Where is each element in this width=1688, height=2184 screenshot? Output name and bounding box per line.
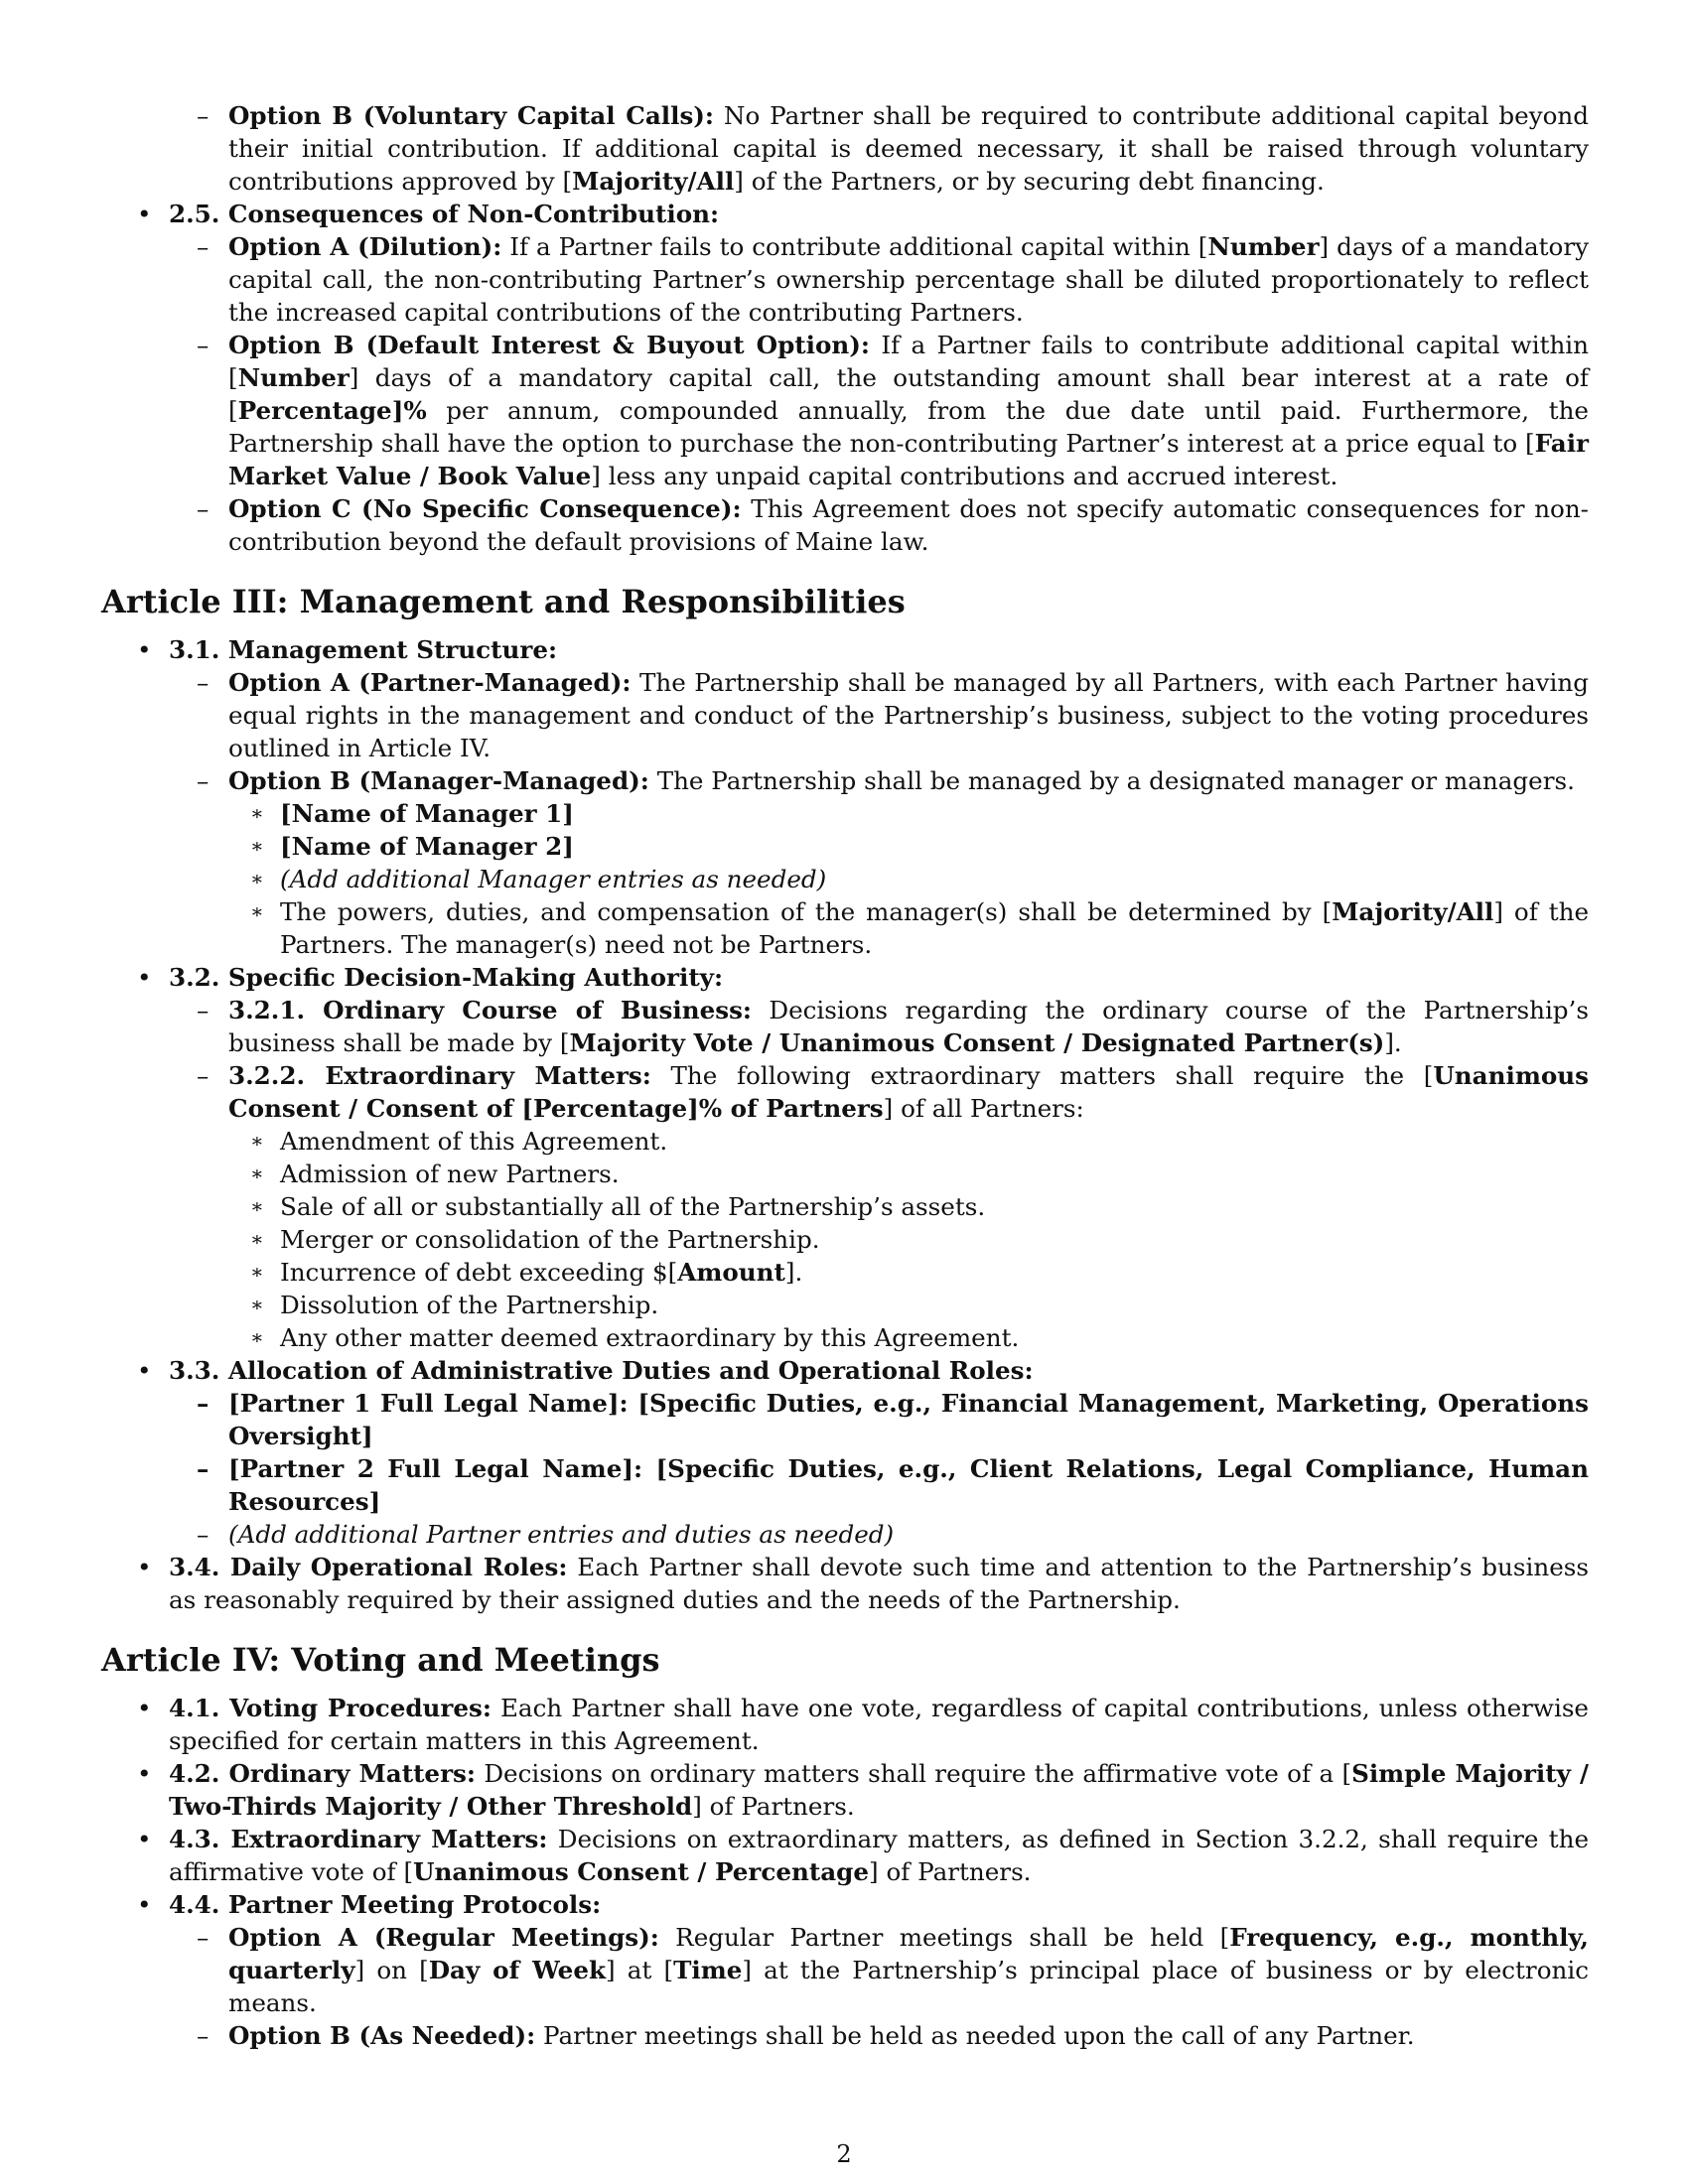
extraordinary-item	[101, 1256, 1589, 1289]
option-label: Option A (Regular Meetings):	[228, 1923, 659, 1952]
option-text: Partner meetings shall be held as needed upon the call of any Partner.	[535, 2021, 1415, 2050]
placeholder: Day of Week	[428, 1956, 607, 1984]
section-text: Decisions on extraordinary matters, as defined in Section 3.2.2, shall require the affirmative vote of [	[169, 1825, 1589, 1886]
section-4-2	[101, 1757, 1589, 1823]
item-text: Sale of all or substantially all of the Partnership’s assets.	[280, 1192, 986, 1221]
manager-entry-1	[101, 797, 1589, 830]
option-label: Option C (No Specific Consequence):	[228, 494, 742, 523]
section-heading: 3.3. Allocation of Administrative Duties and Operational Roles:	[169, 1356, 1034, 1385]
star-marker: ∗	[250, 1129, 264, 1153]
placeholder: Majority/All	[572, 167, 735, 196]
placeholder: ]%	[391, 396, 427, 425]
page-content	[101, 99, 1589, 2052]
option-3-1-a	[101, 666, 1589, 764]
section-text: Decisions on ordinary matters shall require the affirmative vote of a [	[475, 1759, 1352, 1788]
section-4-4	[101, 1888, 1589, 1921]
section-4-1	[101, 1692, 1589, 1757]
star-marker: ∗	[250, 1325, 264, 1349]
option-text: Regular Partner meetings shall be held [	[658, 1923, 1230, 1952]
placeholder: [Partner 1 Full Legal Name]: [Specific Duties, e.g., Financial Management, Marketing, Operations Oversight]	[228, 1389, 1589, 1450]
option-text: If a Partner fails to contribute additional capital within [	[501, 232, 1208, 261]
section-text: ] of Partners.	[869, 1857, 1032, 1886]
instruction-note: (Add additional Partner entries and duties as needed)	[228, 1520, 895, 1549]
section-heading: 4.3. Extraordinary Matters:	[169, 1825, 548, 1853]
item-text: Dissolution of the Partnership.	[280, 1291, 659, 1319]
section-text: Each Partner shall devote such time and attention to the Partnership’s business as reasonably required by their assigned duties and the needs of the Partnership.	[169, 1553, 1589, 1614]
subsection-label: 3.2.2. Extraordinary Matters:	[228, 1061, 651, 1090]
star-marker: ∗	[250, 1293, 264, 1316]
dash-marker: –	[197, 494, 210, 523]
item-text: Amendment of this Agreement.	[280, 1127, 668, 1156]
option-2-5-c	[101, 492, 1589, 558]
bullet-marker: •	[137, 200, 152, 228]
dash-marker: –	[197, 2021, 210, 2050]
option-2-4-b	[101, 99, 1589, 198]
placeholder: Time	[673, 1956, 743, 1984]
option-text: The Partnership shall be managed by a designated manager or managers.	[648, 766, 1575, 795]
placeholder: Unanimous Consent / Consent of [Percentage]% of Partners	[228, 1061, 1589, 1123]
partner-duties-1	[101, 1387, 1589, 1452]
dash-marker: –	[197, 331, 210, 359]
option-text: ] days of a mandatory capital call, the non-contributing Partner’s ownership percentage shall be diluted proportionately to reflect the increased capital contributions of the contributing Partners.	[228, 232, 1590, 327]
item-text: Any other matter deemed extraordinary by this Agreement.	[280, 1323, 1020, 1352]
placeholder: Majority/All	[1332, 897, 1494, 926]
subsection-text: Decisions regarding the ordinary course of the Partnership’s business shall be made by [	[228, 996, 1589, 1057]
star-marker: ∗	[250, 1194, 264, 1218]
placeholder: [Name of Manager 1]	[280, 799, 574, 828]
section-3-2	[101, 961, 1589, 994]
star-marker: ∗	[250, 1227, 264, 1251]
placeholder: Amount	[677, 1258, 785, 1287]
item-text: Incurrence of debt exceeding $[	[280, 1258, 678, 1287]
partner-duties-add	[101, 1518, 1589, 1551]
dash-marker: –	[197, 101, 210, 130]
extraordinary-item	[101, 1190, 1589, 1223]
dash-marker: –	[197, 1923, 210, 1952]
section-heading: 3.2. Specific Decision-Making Authority:	[169, 963, 724, 992]
dash-marker: –	[197, 668, 210, 697]
placeholder: Majority Vote / Unanimous Consent / Designated Partner(s)	[569, 1028, 1385, 1057]
option-text: per annum, compounded annually, from the due date until paid. Furthermore, the Partnership shall have the option to purchase the non-contributing Partner’s interest at a price equal to [	[228, 396, 1589, 458]
dash-marker: –	[197, 232, 210, 261]
section-text: ] of Partners.	[692, 1792, 855, 1821]
option-label: Option A (Partner-Managed):	[228, 668, 632, 697]
section-3-1	[101, 633, 1589, 666]
placeholder: Fair Market Value / Book Value	[228, 429, 1589, 490]
section-heading: 3.4. Daily Operational Roles:	[169, 1553, 568, 1581]
placeholder: Number	[237, 363, 350, 392]
dash-marker: –	[197, 766, 210, 795]
subsection-label: 3.2.1. Ordinary Course of Business:	[228, 996, 752, 1024]
option-3-1-b	[101, 764, 1589, 797]
option-text: ] at [	[606, 1956, 674, 1984]
option-text: ] less any unpaid capital contributions and accrued interest.	[591, 462, 1338, 490]
article-4-heading: Article IV: Voting and Meetings	[101, 1641, 660, 1679]
page-number: 2	[836, 2140, 852, 2168]
star-marker: ∗	[250, 801, 264, 825]
option-text: ] days of a mandatory capital call, the outstanding amount shall bear interest at a rate of [	[228, 363, 1589, 425]
dash-marker: –	[197, 1520, 210, 1549]
item-text: ] of the Partners. The manager(s) need not be Partners.	[280, 897, 1589, 959]
option-label: Option B (Manager-Managed):	[228, 766, 649, 795]
placeholder: Frequency, e.g., monthly, quarterly	[228, 1923, 1589, 1984]
partner-duties-2	[101, 1452, 1589, 1518]
star-marker: ∗	[250, 899, 264, 923]
extraordinary-item	[101, 1321, 1589, 1354]
manager-entry-2	[101, 830, 1589, 863]
subsection-3-2-2	[101, 1059, 1589, 1125]
bullet-marker: •	[137, 1553, 152, 1581]
bullet-marker: •	[137, 1356, 152, 1385]
section-heading: 2.5. Consequences of Non-Contribution:	[169, 200, 720, 228]
bullet-marker: •	[137, 635, 152, 664]
section-heading: 4.1. Voting Procedures:	[169, 1694, 492, 1722]
placeholder: Percentage	[237, 396, 392, 425]
option-label: Option B (Voluntary Capital Calls):	[228, 101, 714, 130]
subsection-text: The following extraordinary matters shall require the [	[650, 1061, 1434, 1090]
option-label: Option B (As Needed):	[228, 2021, 536, 2050]
section-heading: 4.4. Partner Meeting Protocols:	[169, 1890, 602, 1919]
star-marker: ∗	[250, 834, 264, 858]
instruction-note: (Add additional Manager entries as needed)	[280, 865, 827, 893]
article-3-heading: Article III: Management and Responsibilities	[101, 583, 906, 620]
placeholder: Simple Majority / Two-Thirds Majority / Other Threshold	[169, 1759, 1589, 1821]
bullet-marker: •	[137, 1694, 152, 1722]
bullet-marker: •	[137, 1890, 152, 1919]
extraordinary-item	[101, 1125, 1589, 1158]
dash-marker: –	[197, 1061, 210, 1090]
option-2-5-a	[101, 230, 1589, 329]
bullet-marker: •	[137, 1759, 152, 1788]
placeholder: [Name of Manager 2]	[280, 832, 574, 861]
section-2-5	[101, 198, 1589, 230]
subsection-text: ] of all Partners:	[883, 1094, 1084, 1123]
option-label: Option A (Dilution):	[228, 232, 502, 261]
subsection-text: ].	[1384, 1028, 1402, 1057]
section-4-3	[101, 1823, 1589, 1888]
bullet-marker: •	[137, 963, 152, 992]
section-3-4	[101, 1551, 1589, 1616]
manager-entry-add	[101, 863, 1589, 895]
option-text: No Partner shall be required to contribute additional capital beyond their initial contribution. If additional capital is deemed necessary, it shall be raised through voluntary contributions approved by [	[228, 101, 1589, 196]
section-text: Each Partner shall have one vote, regardless of capital contributions, unless otherwise specified for certain matters in this Agreement.	[169, 1694, 1589, 1755]
star-marker: ∗	[250, 867, 264, 890]
option-text: If a Partner fails to contribute additional capital within [	[228, 331, 1589, 392]
option-text: ] of the Partners, or by securing debt financing.	[734, 167, 1325, 196]
option-2-5-b	[101, 329, 1589, 492]
subsection-3-2-1	[101, 994, 1589, 1059]
item-text: Admission of new Partners.	[280, 1160, 620, 1188]
dash-marker: –	[197, 1389, 210, 1418]
placeholder: [Partner 2 Full Legal Name]: [Specific Duties, e.g., Client Relations, Legal Compliance, Human Resources]	[228, 1454, 1589, 1516]
option-text: This Agreement does not specify automatic consequences for non-contribution beyond the default provisions of Maine law.	[228, 494, 1589, 556]
option-text: The Partnership shall be managed by all Partners, with each Partner having equal rights in the management and conduct of the Partnership’s business, subject to the voting procedures outlined in Article IV.	[228, 668, 1589, 762]
option-4-4-b	[101, 2019, 1589, 2052]
option-4-4-a	[101, 1921, 1589, 2019]
section-heading: 4.2. Ordinary Matters:	[169, 1759, 476, 1788]
dash-marker: –	[197, 1454, 210, 1483]
extraordinary-item	[101, 1223, 1589, 1256]
star-marker: ∗	[250, 1161, 264, 1185]
section-heading: 3.1. Management Structure:	[169, 635, 558, 664]
manager-powers	[101, 895, 1589, 961]
option-text: ] at the Partnership’s principal place of business or by electronic means.	[228, 1956, 1589, 2017]
placeholder: Unanimous Consent / Percentage	[413, 1857, 870, 1886]
star-marker: ∗	[250, 1260, 264, 1284]
item-text: Merger or consolidation of the Partnership.	[280, 1225, 820, 1254]
extraordinary-item	[101, 1158, 1589, 1190]
bullet-marker: •	[137, 1825, 152, 1853]
option-label: Option B (Default Interest & Buyout Option):	[228, 331, 870, 359]
extraordinary-item	[101, 1289, 1589, 1321]
dash-marker: –	[197, 996, 210, 1024]
item-text: The powers, duties, and compensation of the manager(s) shall be determined by [	[280, 897, 1333, 926]
section-3-3	[101, 1354, 1589, 1387]
item-text: ].	[784, 1258, 803, 1287]
placeholder: Number	[1207, 232, 1320, 261]
option-text: ] on [	[354, 1956, 429, 1984]
